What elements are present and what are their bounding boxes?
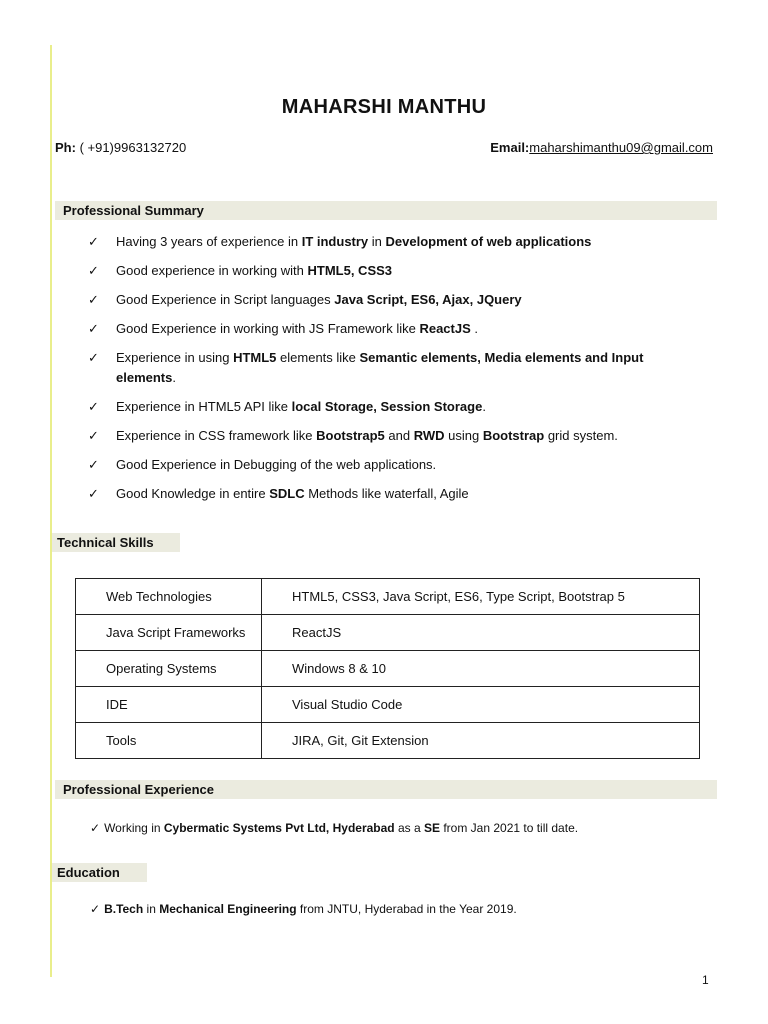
summary-item-text bbox=[116, 428, 618, 443]
summary-item bbox=[88, 426, 688, 446]
table-row bbox=[76, 615, 700, 651]
text: Good Experience in Script languages bbox=[116, 292, 335, 307]
phone-line bbox=[55, 140, 186, 155]
check-icon: ✓ bbox=[88, 292, 99, 307]
check-icon: ✓ bbox=[88, 321, 99, 336]
bold-text: HTML5 bbox=[233, 350, 277, 365]
text: . bbox=[470, 321, 478, 336]
bold-text: Java Script, ES6, Ajax, JQuery bbox=[334, 292, 522, 307]
text: from JNTU, Hyderabad in the Year 2019. bbox=[296, 902, 517, 916]
education-text bbox=[104, 902, 517, 916]
check-icon: ✓ bbox=[88, 263, 99, 278]
text: Good Experience in Debugging of the web applications. bbox=[116, 457, 437, 472]
summary-item bbox=[88, 232, 688, 252]
email-line bbox=[490, 140, 713, 155]
skill-values: JIRA, Git, Git Extension bbox=[262, 723, 700, 759]
text: in bbox=[368, 234, 386, 249]
check-icon: ✓ bbox=[90, 902, 101, 916]
skill-category: Operating Systems bbox=[76, 651, 262, 687]
education-item bbox=[90, 902, 517, 916]
phone-value: ( +91)9963132720 bbox=[75, 140, 187, 155]
contact-row bbox=[55, 140, 713, 158]
bold-text: Bootstrap5 bbox=[316, 428, 385, 443]
skill-category: IDE bbox=[76, 687, 262, 723]
summary-item bbox=[88, 261, 688, 281]
text: grid system. bbox=[544, 428, 618, 443]
summary-item-text bbox=[116, 457, 436, 472]
email-link[interactable]: maharshimanthu09@gmail.com bbox=[529, 140, 713, 155]
table-row bbox=[76, 579, 700, 615]
summary-item bbox=[88, 348, 688, 388]
summary-item-text bbox=[116, 486, 469, 501]
skill-values: Visual Studio Code bbox=[262, 687, 700, 723]
text: as a bbox=[394, 821, 424, 835]
bold-text: Development of web applications bbox=[385, 234, 592, 249]
text: Good experience in working with bbox=[116, 263, 308, 278]
text: . bbox=[172, 370, 176, 385]
candidate-name: MAHARSHI MANTHU bbox=[281, 96, 487, 118]
skill-category: Web Technologies bbox=[76, 579, 262, 615]
phone-label: Ph: bbox=[55, 140, 76, 155]
bold-text: IT industry bbox=[301, 234, 369, 249]
skill-values: ReactJS bbox=[262, 615, 700, 651]
table-row bbox=[76, 687, 700, 723]
experience-text bbox=[104, 821, 578, 835]
summary-item bbox=[88, 455, 688, 475]
email-label: Email: bbox=[490, 140, 530, 155]
summary-item bbox=[88, 397, 688, 417]
text: using bbox=[444, 428, 483, 443]
text: Having 3 years of experience in bbox=[116, 234, 302, 249]
summary-item-text bbox=[116, 292, 522, 307]
text: Experience in HTML5 API like bbox=[116, 399, 292, 414]
bold-text: local Storage, Session Storage bbox=[291, 399, 483, 414]
summary-list bbox=[88, 232, 688, 513]
bold-text: Mechanical Engineering bbox=[159, 902, 297, 916]
text: in bbox=[143, 902, 160, 916]
bold-text: B.Tech bbox=[104, 902, 144, 916]
summary-item bbox=[88, 484, 688, 504]
text: Experience in CSS framework like bbox=[116, 428, 317, 443]
table-row bbox=[76, 723, 700, 759]
text: Good Knowledge in entire bbox=[116, 486, 270, 501]
skill-category: Java Script Frameworks bbox=[76, 615, 262, 651]
check-icon: ✓ bbox=[88, 428, 99, 443]
experience-item bbox=[90, 821, 578, 835]
check-icon: ✓ bbox=[88, 457, 99, 472]
section-heading-technical-skills: Technical Skills bbox=[52, 533, 180, 552]
bold-text: Cybermatic Systems Pvt Ltd, Hyderabad bbox=[163, 821, 395, 835]
skill-values: HTML5, CSS3, Java Script, ES6, Type Script, Bootstrap 5 bbox=[262, 579, 700, 615]
summary-item bbox=[88, 290, 688, 310]
text: Good Experience in working with JS Framework like bbox=[116, 321, 420, 336]
section-heading-professional-experience: Professional Experience bbox=[55, 780, 717, 799]
text: Working in bbox=[104, 821, 164, 835]
table-row bbox=[76, 651, 700, 687]
check-icon: ✓ bbox=[88, 234, 99, 249]
bold-text: Bootstrap bbox=[482, 428, 545, 443]
summary-item-text bbox=[116, 399, 486, 414]
summary-item-text bbox=[116, 263, 392, 278]
margin-rule bbox=[50, 45, 52, 977]
bold-text: SE bbox=[423, 821, 440, 835]
check-icon: ✓ bbox=[90, 821, 101, 835]
check-icon: ✓ bbox=[88, 399, 99, 414]
check-icon: ✓ bbox=[88, 486, 99, 501]
text: Methods like waterfall, Agile bbox=[304, 486, 469, 501]
bold-text: ReactJS bbox=[419, 321, 471, 336]
section-heading-professional-summary: Professional Summary bbox=[55, 201, 717, 220]
summary-item-text bbox=[116, 321, 478, 336]
text: Experience in using bbox=[116, 350, 234, 365]
text: elements like bbox=[276, 350, 360, 365]
summary-item bbox=[88, 319, 688, 339]
text: and bbox=[384, 428, 414, 443]
skill-category: Tools bbox=[76, 723, 262, 759]
skill-values: Windows 8 & 10 bbox=[262, 651, 700, 687]
bold-text: Semantic elements, Media elements and Input elements bbox=[116, 350, 644, 385]
summary-item-text bbox=[116, 350, 643, 385]
bold-text: HTML5, CSS3 bbox=[307, 263, 393, 278]
page-number: 1 bbox=[702, 973, 709, 987]
bold-text: SDLC bbox=[269, 486, 305, 501]
summary-item-text bbox=[116, 234, 591, 249]
check-icon: ✓ bbox=[88, 350, 99, 365]
text: from Jan 2021 to till date. bbox=[440, 821, 579, 835]
skills-table bbox=[75, 578, 700, 759]
text: . bbox=[482, 399, 486, 414]
section-heading-education: Education bbox=[52, 863, 147, 882]
bold-text: RWD bbox=[413, 428, 445, 443]
